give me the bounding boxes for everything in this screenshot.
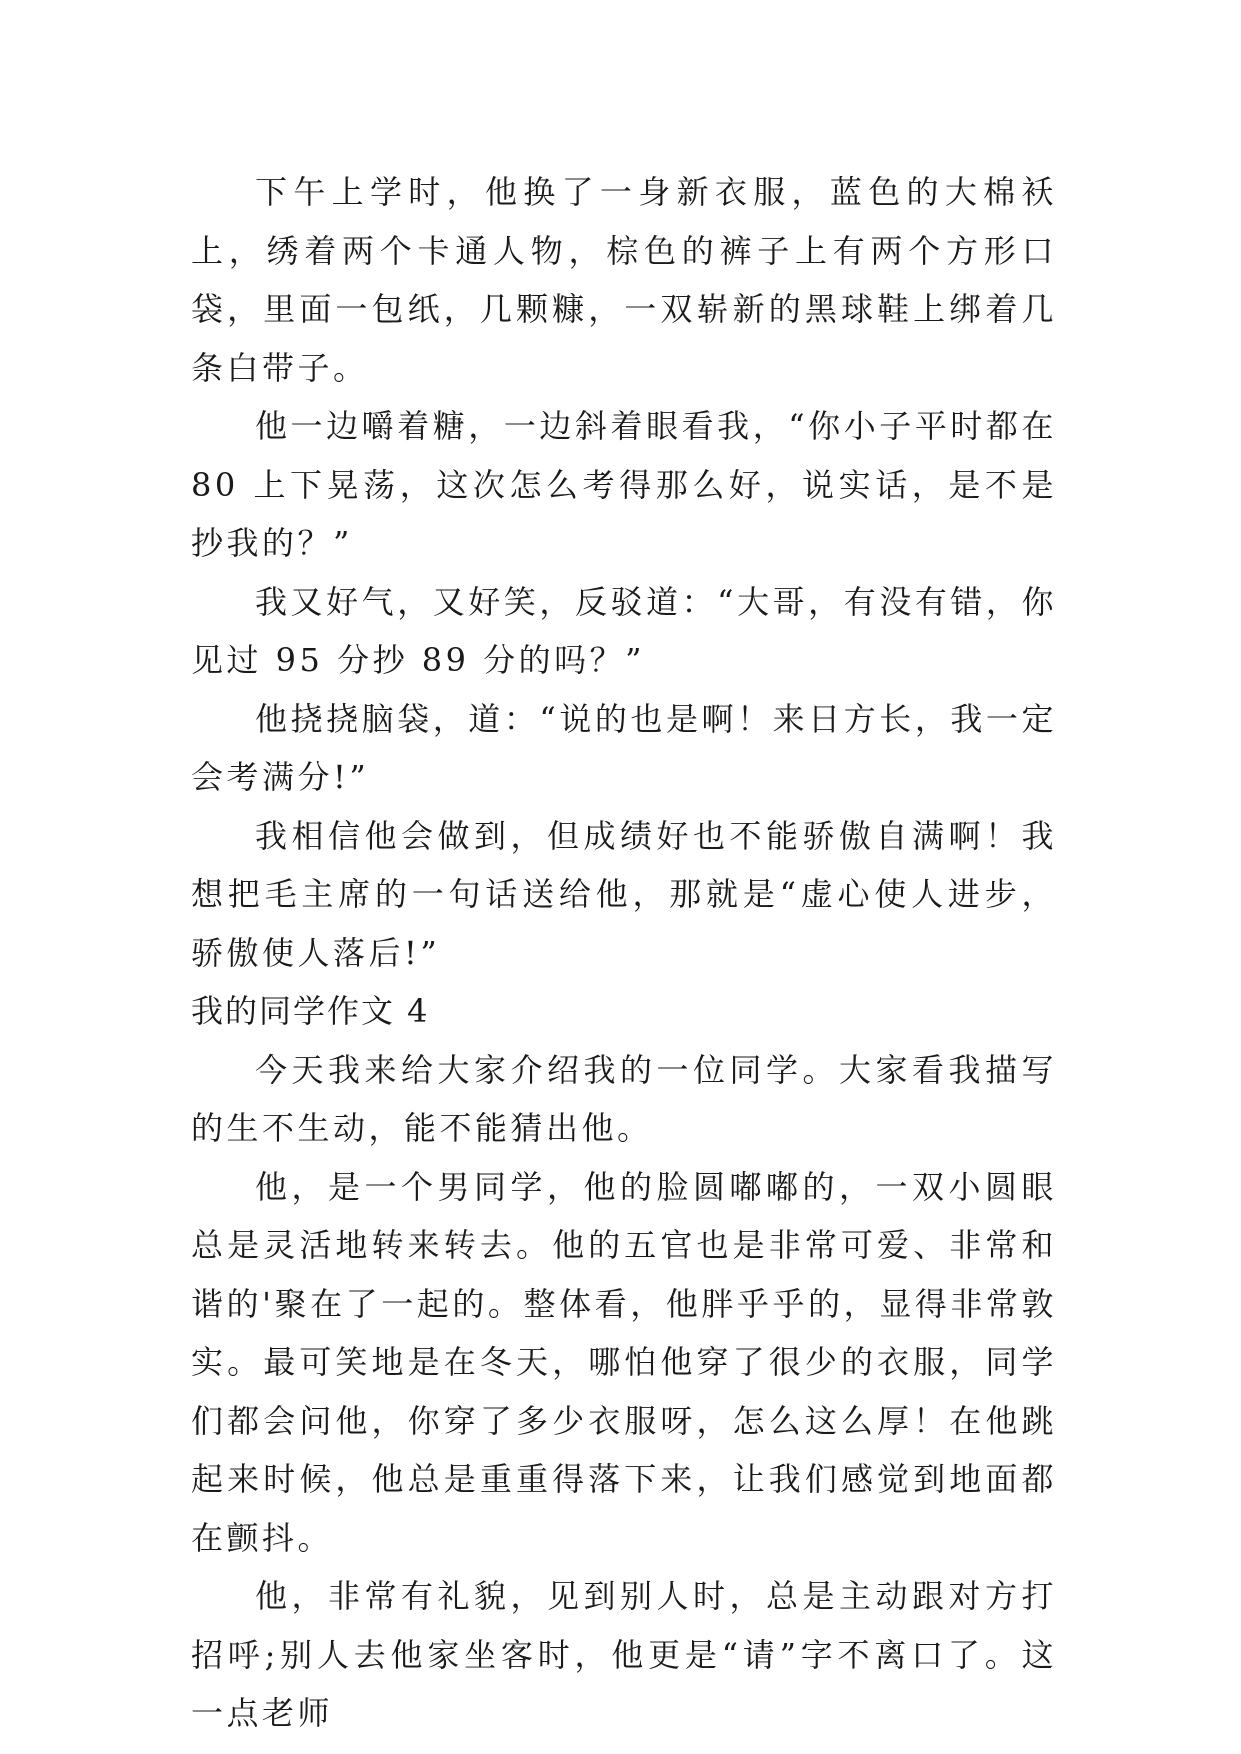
paragraph: 他，是一个男同学，他的脸圆嘟嘟的，一双小圆眼总是灵活地转来转去。他的五官也是非常可爱、非常和谐的'聚在了一起的。整体看，他胖乎乎的，显得非常敦实。最可笑地是在冬天，哪怕他穿了很少的衣服，同学们都会问他，你穿了多少衣服呀，怎么这么厚！在他跳起来时候，他总是重重得落下来，让我们感觉到地面都在颤抖。	[191, 1167, 1057, 1557]
paragraph: 他一边嚼着糖，一边斜着眼看我，“你小子平时都在 80 上下晃荡，这次怎么考得那么好，说实话，是不是抄我的？”	[191, 407, 1057, 562]
paragraph: 我又好气，又好笑，反驳道：“大哥，有没有错，你见过 95 分抄 89 分的吗？”	[191, 582, 1057, 679]
paragraph: 下午上学时，他换了一身新衣服，蓝色的大棉袄上，绣着两个卡通人物，棕色的裤子上有两个方形口袋，里面一包纸，几颗糠，一双崭新的黑球鞋上绑着几条白带子。	[191, 173, 1057, 387]
paragraph: 他挠挠脑袋，道：“说的也是啊！来日方长，我一定会考满分!”	[191, 699, 1057, 796]
paragraph: 我相信他会做到，但成绩好也不能骄傲自满啊！我想把毛主席的一句话送给他，那就是“虚心使人进步，骄傲使人落后!”	[191, 816, 1057, 972]
section-title: 我的同学作文 4	[191, 992, 430, 1030]
paragraph: 他，非常有礼貌，见到别人时，总是主动跟对方打招呼;别人去他家坐客时，他更是“请”字不离口了。这一点老师	[191, 1577, 1057, 1732]
paragraph: 今天我来给大家介绍我的一位同学。大家看我描写的生不生动，能不能猜出他。	[191, 1050, 1057, 1147]
document-body	[191, 163, 1057, 1743]
